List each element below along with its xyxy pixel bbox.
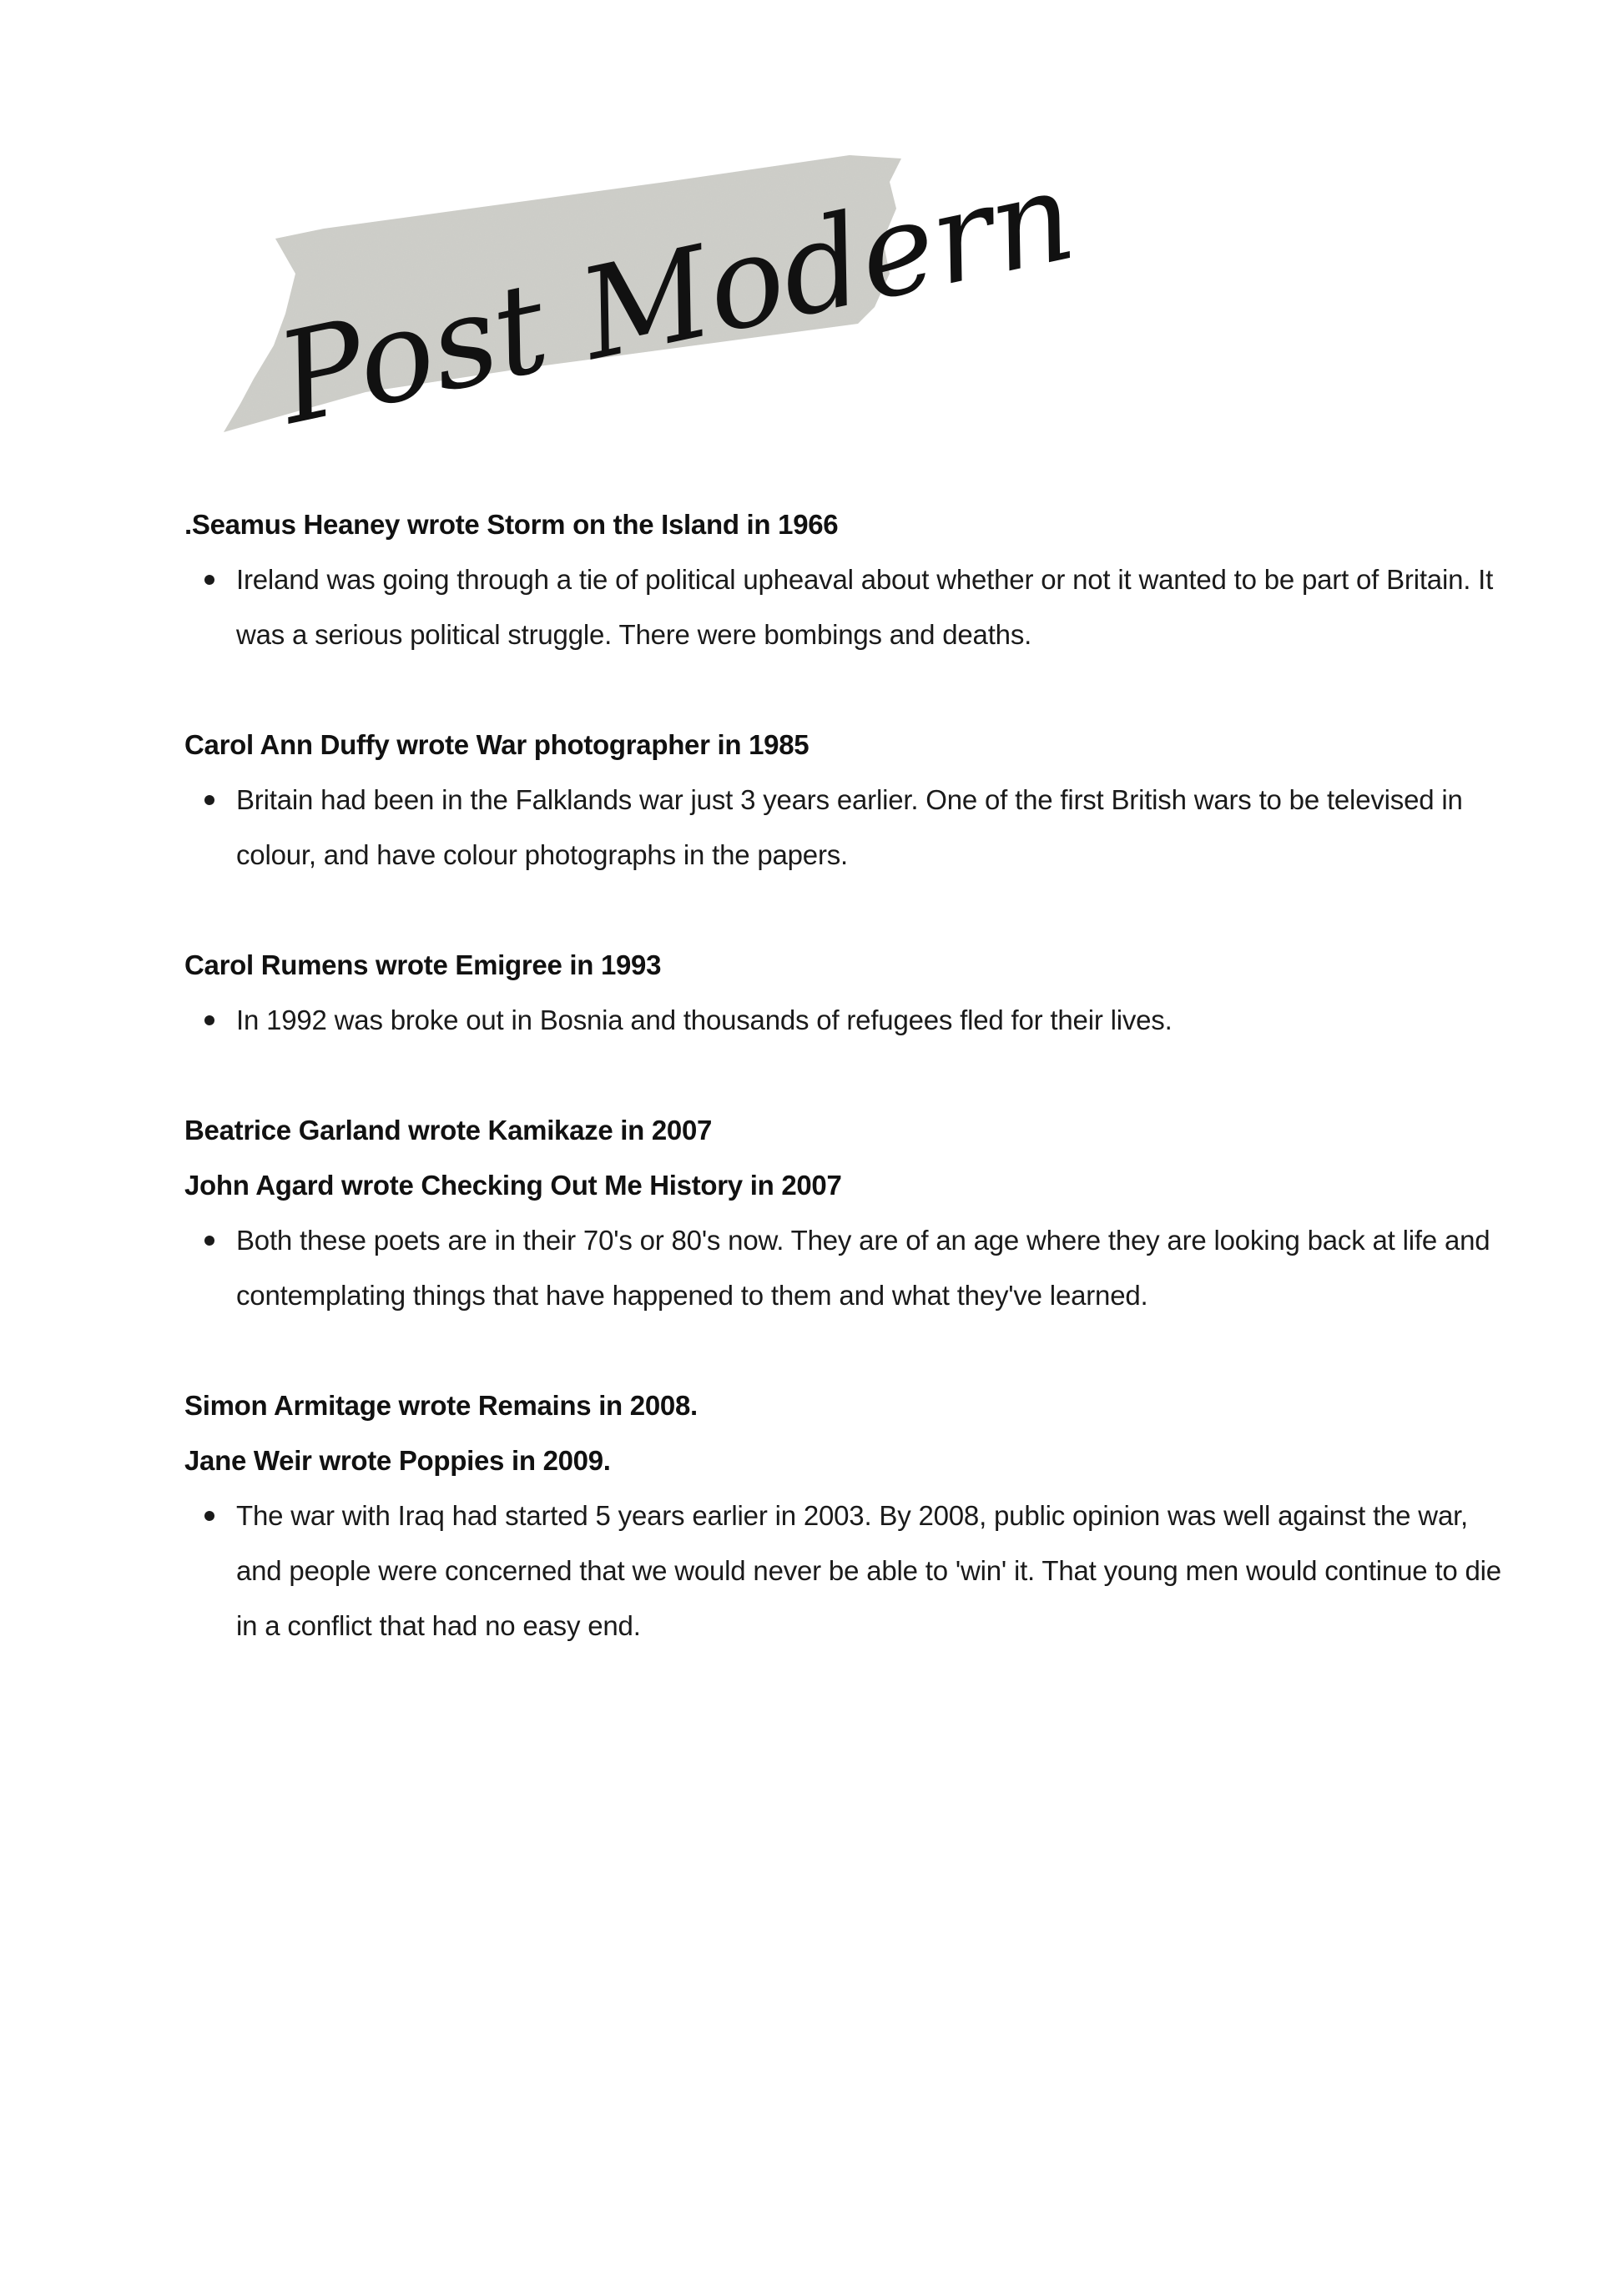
bullet-list — [184, 1488, 1520, 1654]
bullet-text: Ireland was going through a tie of political upheaval about whether or not it wanted to be part of Britain. It was a serious political struggle. There were bombings and deaths. — [236, 564, 1494, 650]
bullet-item — [236, 773, 1520, 883]
bullet-text: Britain had been in the Falklands war just 3 years earlier. One of the first British wars to be televised in colour, and have colour photographs in the papers. — [236, 784, 1463, 870]
section-heading: Jane Weir wrote Poppies in 2009. — [184, 1445, 611, 1476]
section-heaney — [184, 497, 1520, 662]
bullet-list — [184, 773, 1520, 883]
bullet-text: Both these poets are in their 70's or 80's now. They are of an age where they are looking back at life and contemplating things that have happened to them and what they've learned. — [236, 1225, 1490, 1311]
bullet-list — [184, 1213, 1520, 1323]
section-heading: John Agard wrote Checking Out Me History in 2007 — [184, 1170, 842, 1201]
section-heading: .Seamus Heaney wrote Storm on the Island in 1966 — [184, 509, 839, 540]
bullet-text: In 1992 was broke out in Bosnia and thousands of refugees fled for their lives. — [236, 1004, 1173, 1035]
document-body — [184, 497, 1520, 1709]
bullet-item — [236, 1213, 1520, 1323]
bullet-item — [236, 993, 1520, 1048]
bullet-text: The war with Iraq had started 5 years earlier in 2003. By 2008, public opinion was well against the war, and people were concerned that we would never be able to 'win' it. That young men would continue to die in a conflict that had no easy end. — [236, 1500, 1501, 1641]
section-duffy — [184, 718, 1520, 883]
bullet-item — [236, 1488, 1520, 1654]
section-heading: Simon Armitage wrote Remains in 2008. — [184, 1390, 698, 1421]
bullet-icon — [204, 575, 214, 585]
bullet-icon — [204, 1015, 214, 1025]
bullet-list — [184, 993, 1520, 1048]
section-armitage-weir — [184, 1378, 1520, 1654]
bullet-icon — [204, 795, 214, 805]
section-heading: Carol Ann Duffy wrote War photographer in 1985 — [184, 729, 809, 760]
title-banner — [215, 143, 1087, 453]
section-rumens — [184, 938, 1520, 1048]
tape-strip-graphic — [215, 143, 1087, 453]
section-heading: Beatrice Garland wrote Kamikaze in 2007 — [184, 1115, 713, 1145]
bullet-icon — [204, 1511, 214, 1521]
bullet-list — [184, 552, 1520, 662]
section-heading: Carol Rumens wrote Emigree in 1993 — [184, 949, 662, 980]
page-title: Post Modern — [266, 143, 1087, 453]
bullet-item — [236, 552, 1520, 662]
section-garland-agard — [184, 1103, 1520, 1323]
bullet-icon — [204, 1236, 214, 1246]
